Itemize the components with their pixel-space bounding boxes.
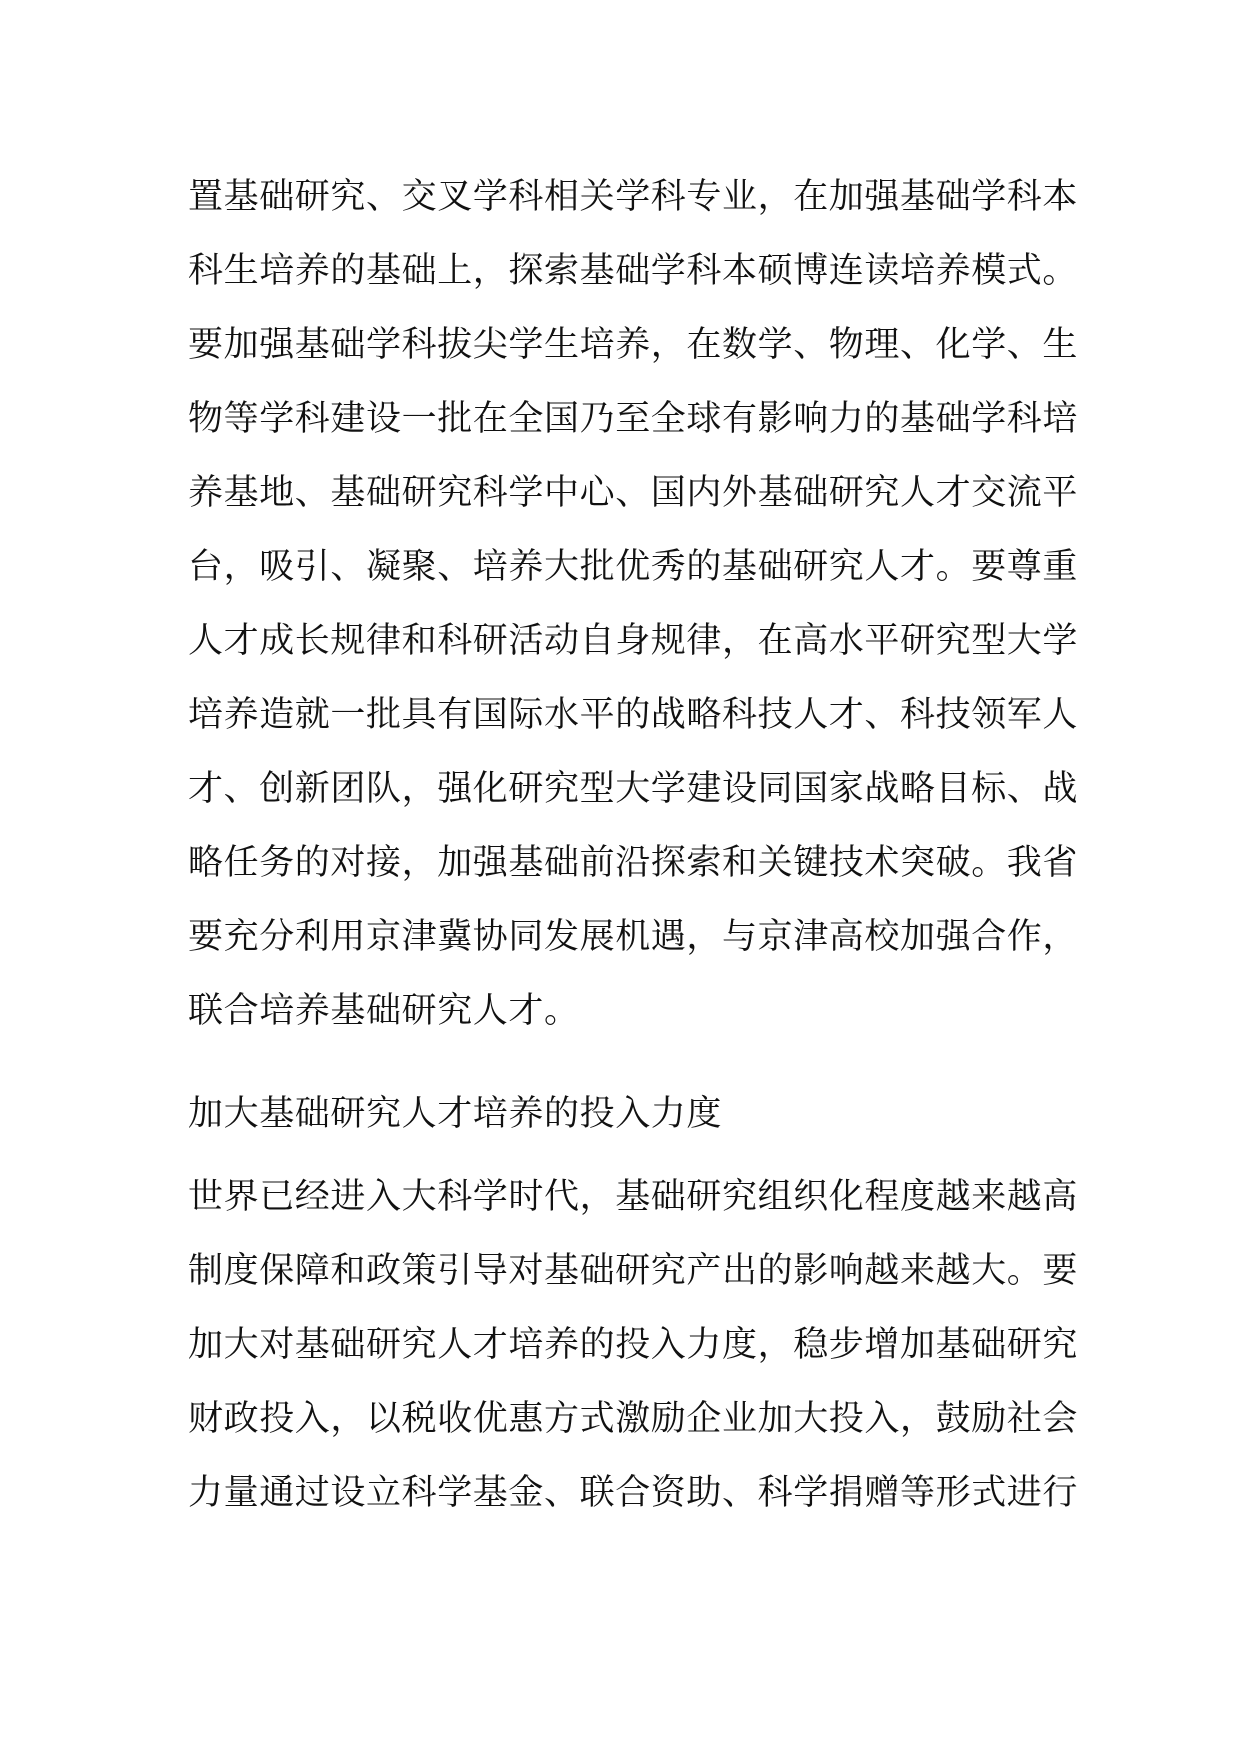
paragraph-line: 物等学科建设一批在全国乃至全球有影响力的基础学科培 bbox=[188, 399, 1079, 439]
paragraph-line: 世界已经进入大科学时代，基础研究组织化程度越来越高 bbox=[188, 1177, 1079, 1217]
paragraph-line: 略任务的对接，加强基础前沿探索和关键技术突破。我省 bbox=[188, 843, 1079, 883]
paragraph-line: 要充分利用京津冀协同发展机遇，与京津高校加强合作， bbox=[188, 917, 1079, 957]
paragraph-line: 置基础研究、交叉学科相关学科专业，在加强基础学科本 bbox=[188, 177, 1079, 217]
paragraph-line: 台，吸引、凝聚、培养大批优秀的基础研究人才。要尊重 bbox=[188, 547, 1079, 587]
paragraph-line: 才、创新团队，强化研究型大学建设同国家战略目标、战 bbox=[188, 769, 1079, 809]
section-heading: 加大基础研究人才培养的投入力度 bbox=[188, 1094, 723, 1134]
body-paragraph-2 bbox=[188, 1160, 1079, 1530]
paragraph-line: 要加强基础学科拔尖学生培养，在数学、物理、化学、生 bbox=[188, 325, 1079, 365]
paragraph-line: 财政投入，以税收优惠方式激励企业加大投入，鼓励社会 bbox=[188, 1399, 1079, 1439]
paragraph-line: 培养造就一批具有国际水平的战略科技人才、科技领军人 bbox=[188, 695, 1079, 735]
paragraph-line: 制度保障和政策引导对基础研究产出的影响越来越大。要 bbox=[188, 1251, 1079, 1291]
paragraph-line: 加大对基础研究人才培养的投入力度，稳步增加基础研究 bbox=[188, 1325, 1079, 1365]
paragraph-line: 科生培养的基础上，探索基础学科本硕博连读培养模式。 bbox=[188, 251, 1079, 291]
paragraph-line: 力量通过设立科学基金、联合资助、科学捐赠等形式进行 bbox=[188, 1473, 1079, 1513]
paragraph-line: 人才成长规律和科研活动自身规律，在高水平研究型大学 bbox=[188, 621, 1079, 661]
paragraph-line: 养基地、基础研究科学中心、国内外基础研究人才交流平 bbox=[188, 473, 1079, 513]
paragraph-line: 联合培养基础研究人才。 bbox=[188, 991, 580, 1031]
body-paragraph-1 bbox=[188, 160, 1079, 1048]
section-heading-block bbox=[188, 1077, 1068, 1151]
